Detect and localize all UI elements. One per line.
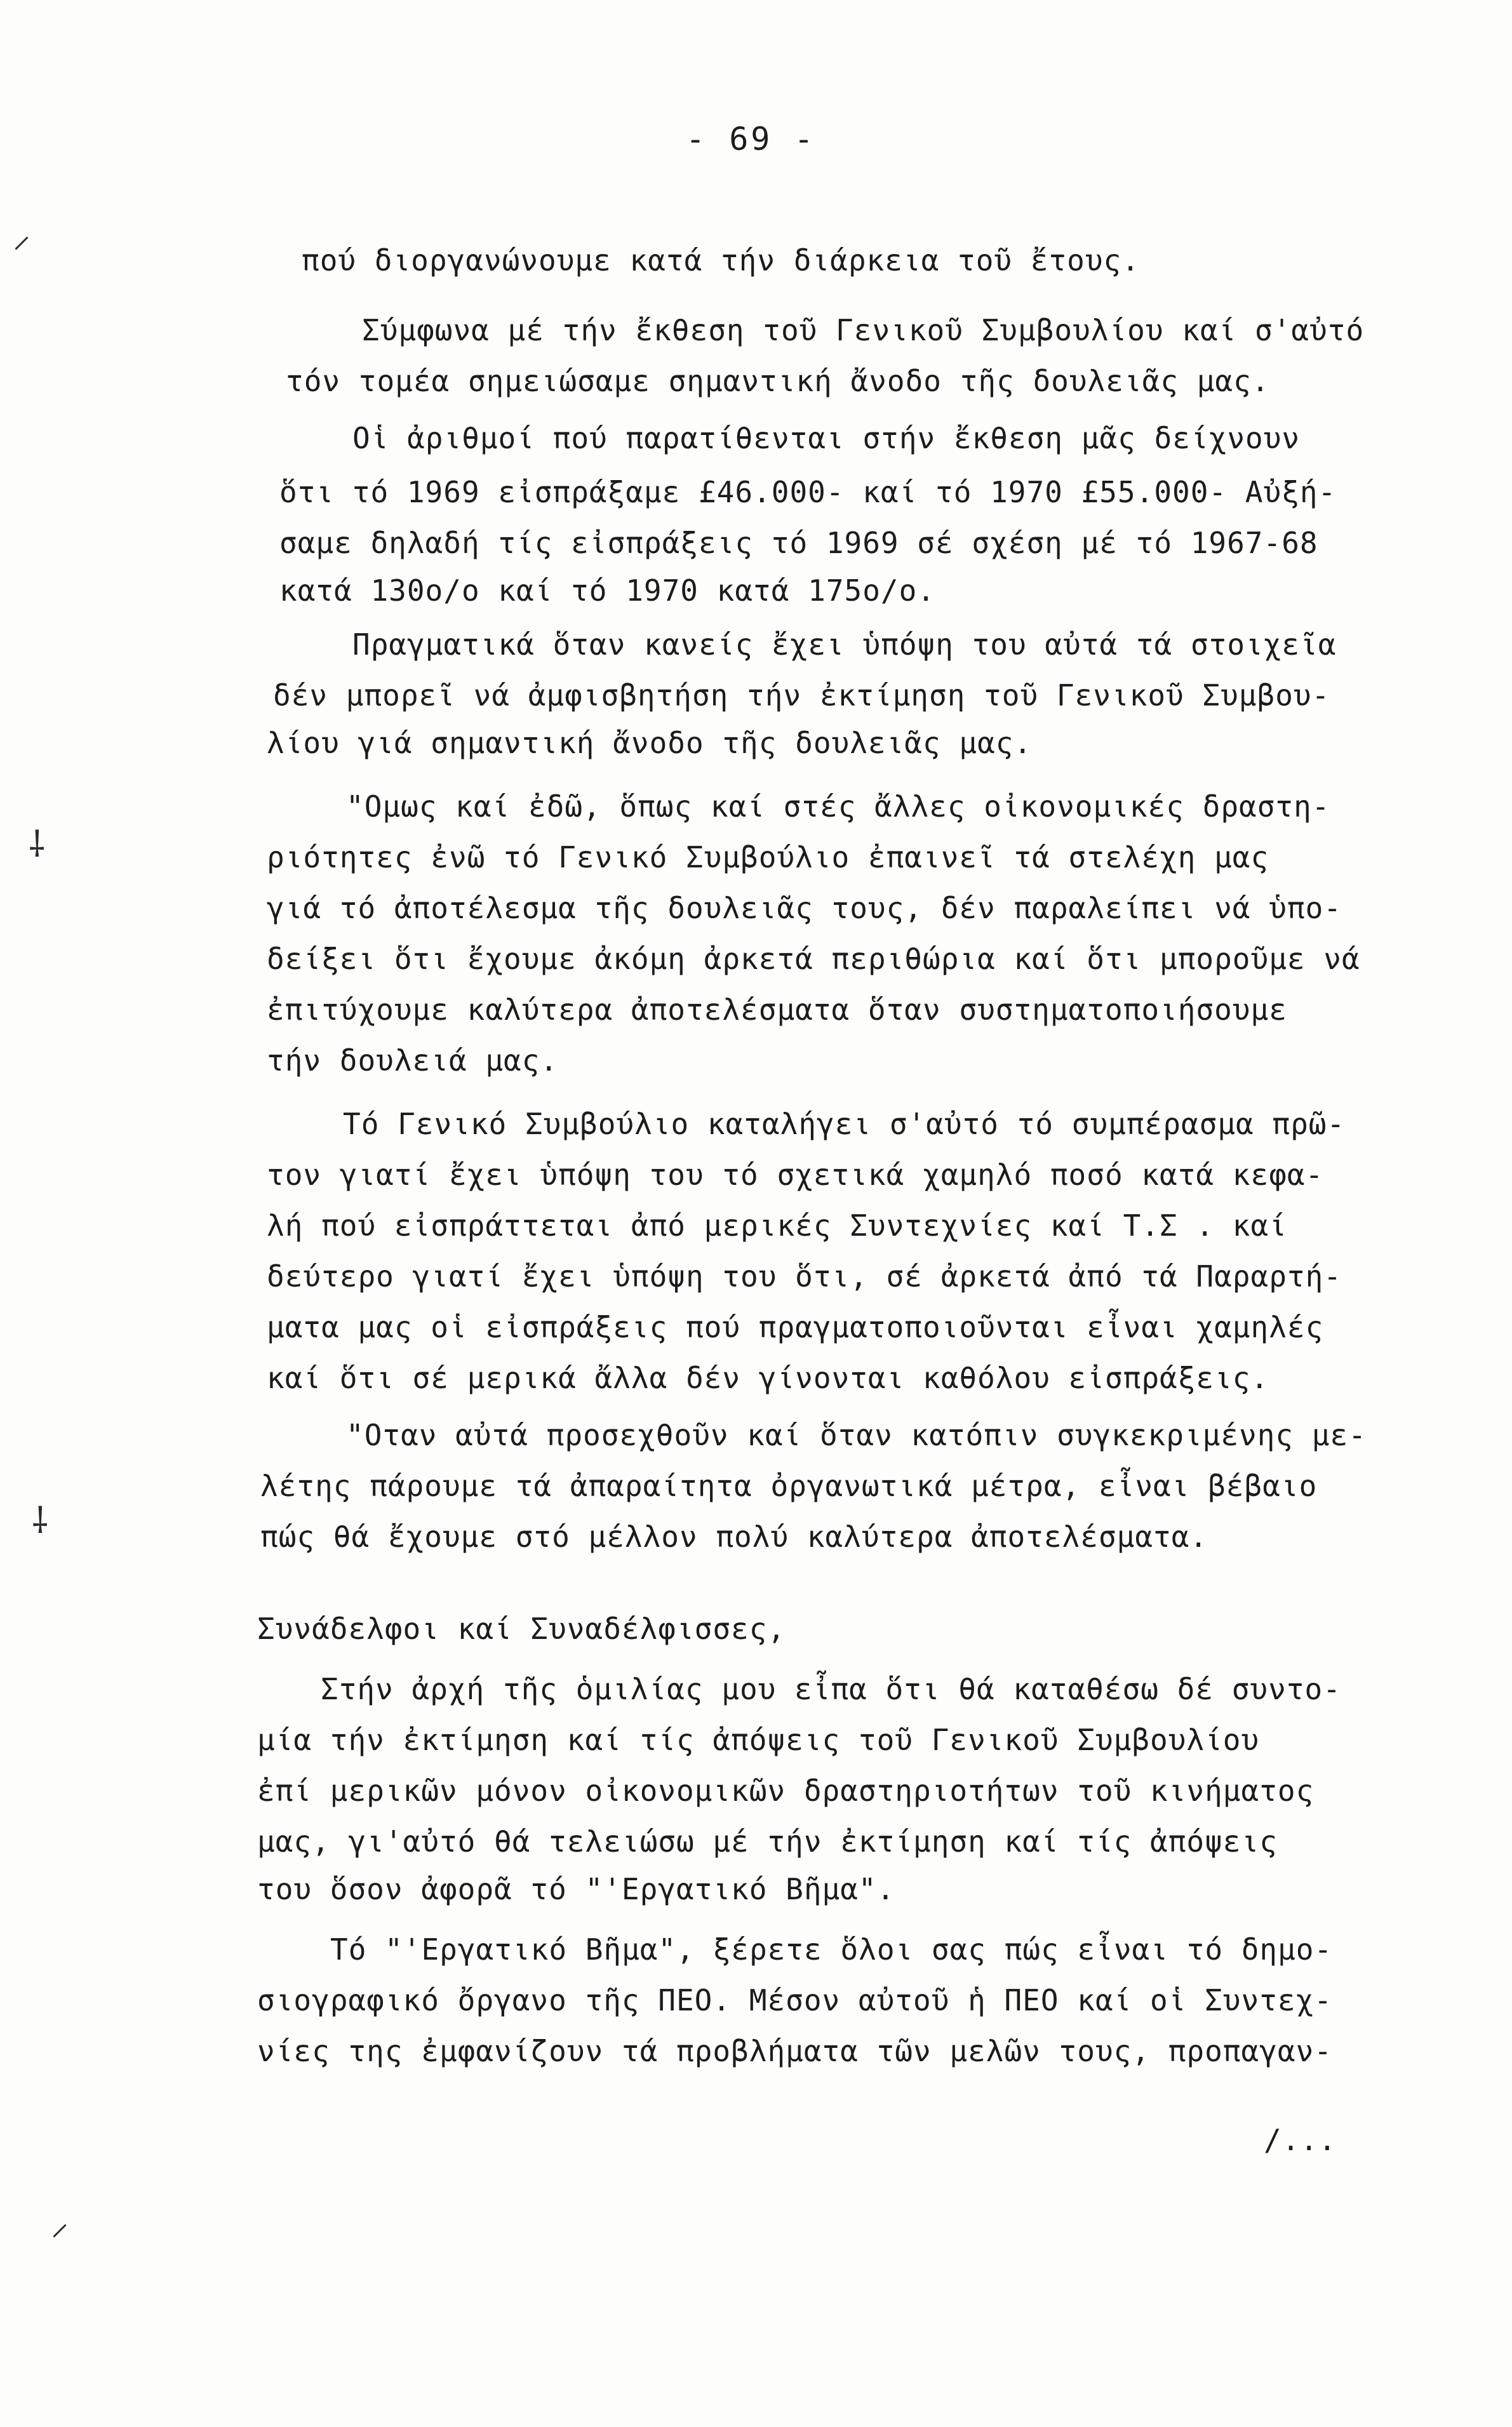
margin-mark: ⸸ xyxy=(32,1501,49,1542)
text-line: γιά τό ἀποτέλεσμα τῆς δουλειᾶς τους, δέν παραλείπει νά ὑπο- xyxy=(267,891,1342,925)
text-line: τόν τομέα σημειώσαμε σημαντική ἄνοδο τῆς δουλειᾶς μας. xyxy=(286,364,1270,398)
page-number: - 69 - xyxy=(686,121,816,157)
text-line: σιογραφικό ὄργανο τῆς ΠΕΟ. Μέσον αὐτοῦ ἡ ΠΕΟ καί οἱ Συντεχ- xyxy=(257,1983,1332,2017)
text-line: ὅτι τό 1969 εἰσπράξαμε £46.000- καί τό 1970 £55.000- Αὐξή- xyxy=(279,475,1337,509)
text-line: ματα μας οἱ εἰσπράξεις πού πραγματοποιοῦνται εἶναι χαμηλές xyxy=(267,1310,1324,1344)
text-line: δεύτερο γιατί ἔχει ὑπόψη του ὅτι, σέ ἀρκετά ἀπό τά Παραρτή- xyxy=(267,1259,1342,1294)
text-line: λή πού εἰσπράττεται ἀπό μερικές Συντεχνίες καί Τ.Σ . καί xyxy=(267,1208,1287,1243)
text-line: δέν μπορεῖ νά ἀμφισβητήση τήν ἐκτίμηση τοῦ Γενικοῦ Συμβου- xyxy=(273,678,1330,712)
text-line: Συνάδελφοι καί Συναδέλφισσες, xyxy=(257,1612,786,1646)
text-line: μία τήν ἐκτίμηση καί τίς ἀπόψεις τοῦ Γενικοῦ Συμβουλίου xyxy=(257,1723,1260,1757)
text-line: καί ὅτι σέ μερικά ἄλλα δέν γίνονται καθόλου εἰσπράξεις. xyxy=(267,1361,1269,1395)
text-line: Πραγματικά ὅταν κανείς ἔχει ὑπόψη του αὐτά τά στοιχεῖα xyxy=(352,627,1337,662)
text-line: "Ομως καί ἐδῶ, ὅπως καί στές ἄλλες οἰκονομικές δραστη- xyxy=(346,789,1330,824)
text-line: του ὅσον ἀφορᾶ τό "'Εργατικό Βῆμα". xyxy=(257,1872,895,1906)
text-line: ριότητες ἐνῶ τό Γενικό Συμβούλιο ἐπαινεῖ τά στελέχη μας xyxy=(267,840,1269,874)
text-line: λίου γιά σημαντική ἄνοδο τῆς δουλειᾶς μας. xyxy=(267,726,1033,760)
text-line: Σύμφωνα μέ τήν ἔκθεση τοῦ Γενικοῦ Συμβουλίου καί σ'αὐτό xyxy=(362,313,1365,347)
text-line: δείξει ὅτι ἔχουμε ἀκόμη ἀρκετά περιθώρια καί ὅτι μποροῦμε νά xyxy=(267,942,1360,976)
margin-mark: ⸝ xyxy=(51,2202,69,2243)
text-line: τον γιατί ἔχει ὑπόψη του τό σχετικά χαμηλό ποσό κατά κεφα- xyxy=(267,1158,1324,1192)
text-line: τήν δουλειά μας. xyxy=(267,1043,559,1078)
margin-mark: ⸸ xyxy=(29,824,46,866)
text-line: ἐπιτύχουμε καλύτερα ἀποτελέσματα ὅταν συστηματοποιήσουμε xyxy=(267,993,1287,1027)
text-line: νίες της ἐμφανίζουν τά προβλήματα τῶν μελῶν τους, προπαγαν- xyxy=(257,2034,1332,2068)
text-line: Τό Γενικό Συμβούλιο καταλήγει σ'αὐτό τό συμπέρασμα πρῶ- xyxy=(343,1107,1346,1141)
text-line: Τό "'Εργατικό Βῆμα", ξέρετε ὅλοι σας πώς εἶναι τό δημο- xyxy=(330,1932,1333,1967)
text-line: πώς θά ἔχουμε στό μέλλον πολύ καλύτερα ἀποτελέσματα. xyxy=(260,1520,1208,1554)
text-line: Στήν ἀρχή τῆς ὁμιλίας μου εἶπα ὅτι θά καταθέσω δέ συντο- xyxy=(321,1672,1341,1706)
text-line: πού διοργανώνουμε κατά τήν διάρκεια τοῦ ἔτους. xyxy=(302,243,1140,277)
text-line: λέτης πάρουμε τά ἀπαραίτητα ὀργανωτικά μέτρα, εἶναι βέβαιο xyxy=(260,1469,1318,1503)
text-line: κατά 130ο/ο καί τό 1970 κατά 175ο/ο. xyxy=(279,573,935,608)
text-line: "Οταν αὐτά προσεχθοῦν καί ὅταν κατόπιν συγκεκριμένης με- xyxy=(346,1418,1367,1452)
continuation-mark: /... xyxy=(1264,2123,1337,2157)
text-line: ἐπί μερικῶν μόνον οἰκονομικῶν δραστηριοτήτων τοῦ κινήματος xyxy=(257,1774,1315,1808)
text-line: μας, γι'αὐτό θά τελειώσω μέ τήν ἐκτίμηση καί τίς ἀπόψεις xyxy=(257,1824,1278,1859)
text-line: Οἱ ἀριθμοί πού παρατίθενται στήν ἔκθεση μᾶς δείχνουν xyxy=(352,421,1301,455)
text-line: σαμε δηλαδή τίς εἰσπράξεις τό 1969 σέ σχέση μέ τό 1967-68 xyxy=(279,526,1318,560)
margin-mark: ⸝ xyxy=(13,215,30,256)
